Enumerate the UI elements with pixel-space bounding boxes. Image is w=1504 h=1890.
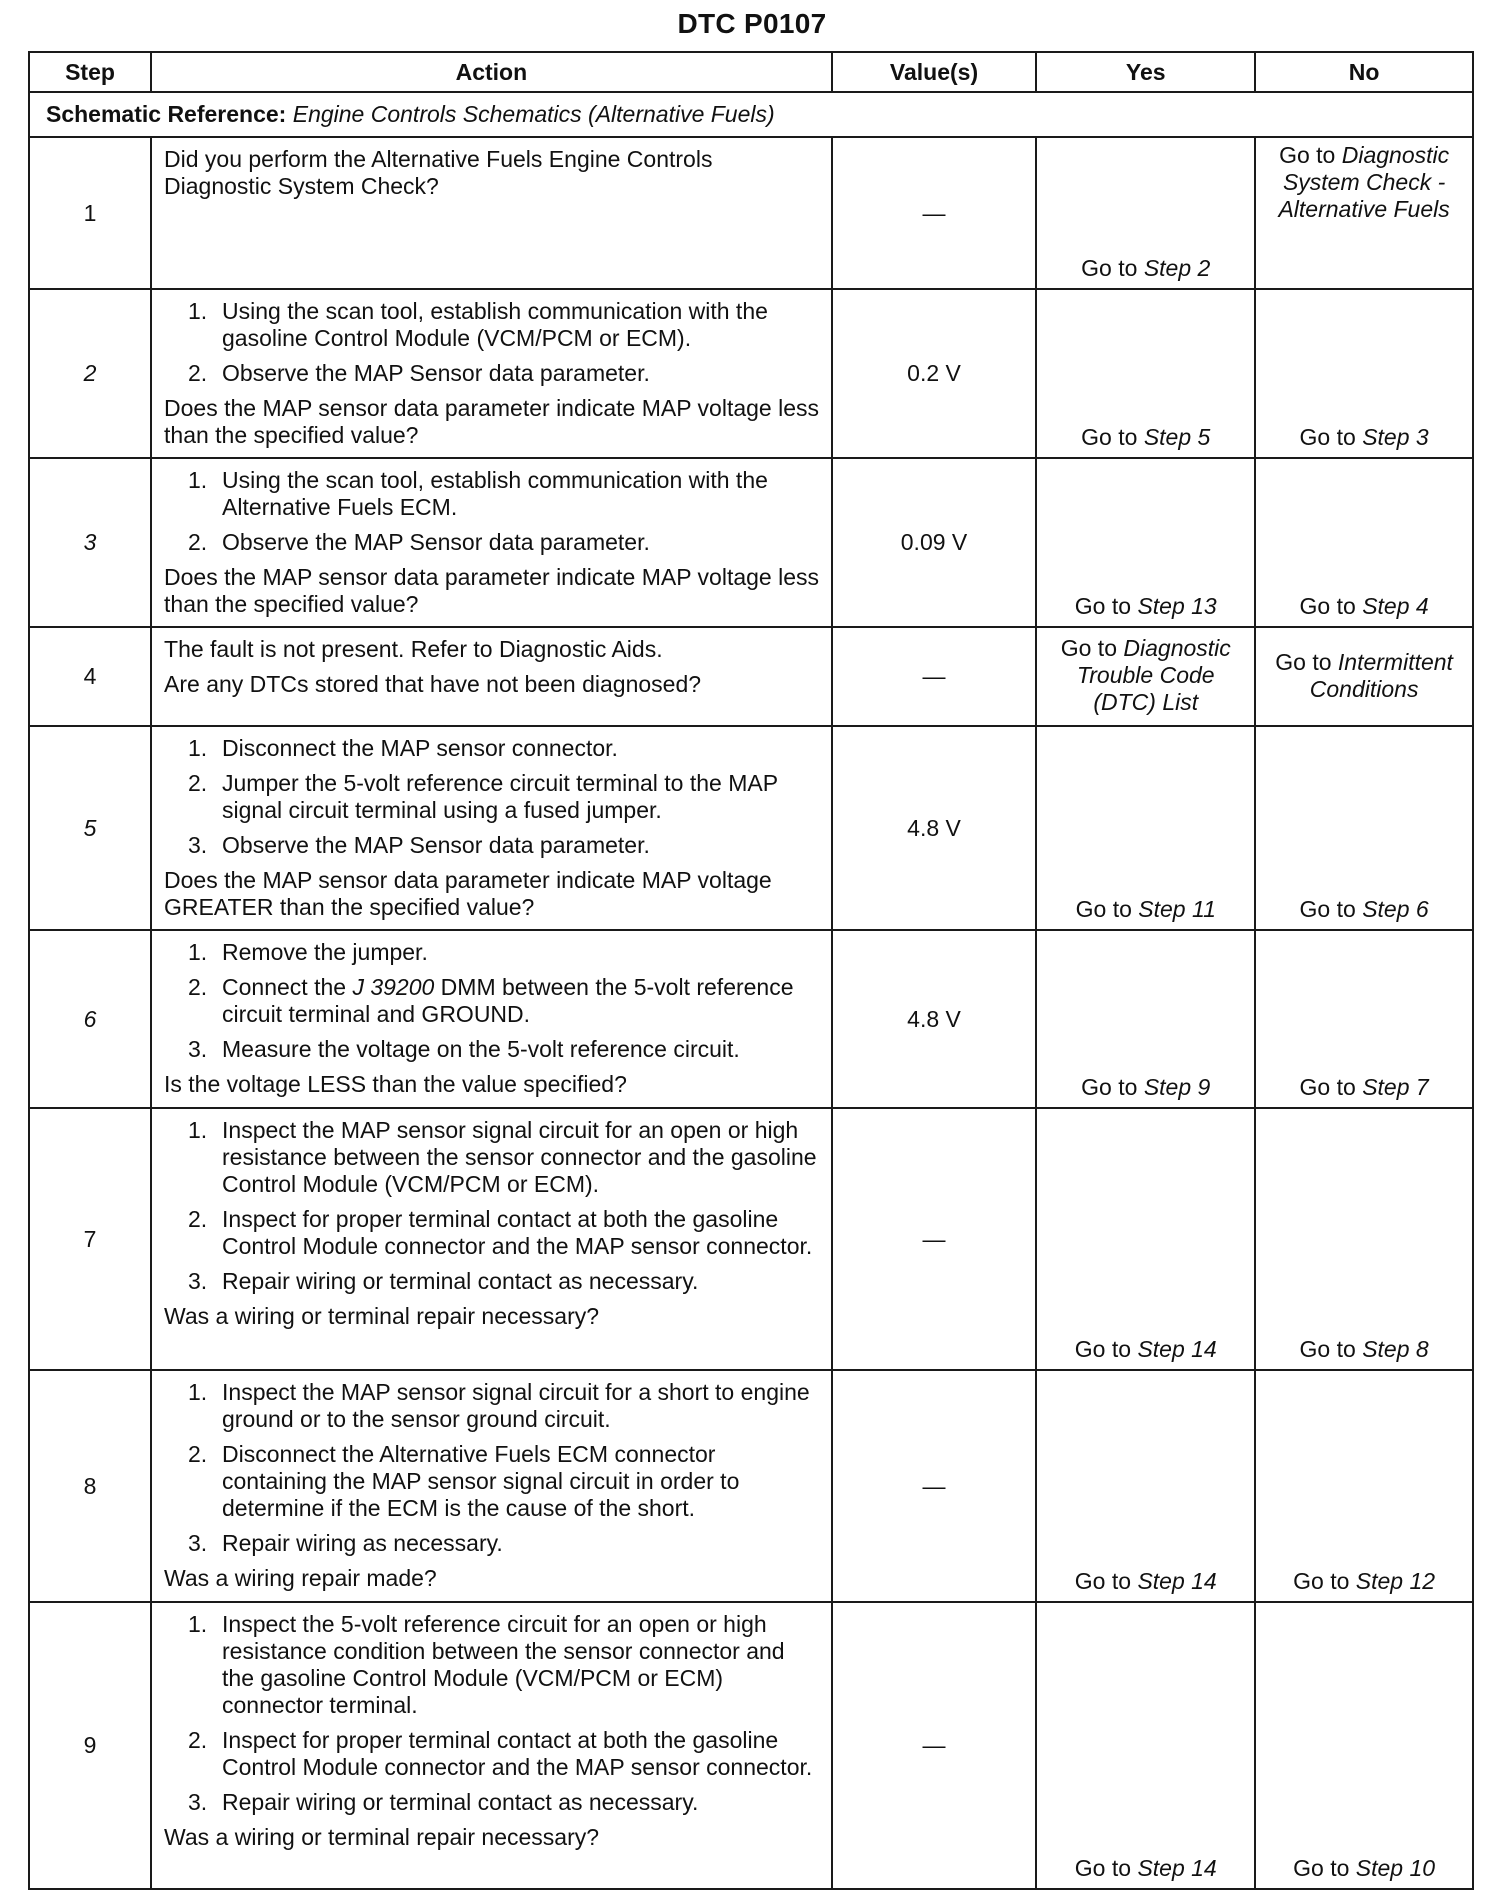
- action-step: [164, 1268, 821, 1295]
- yes-cell: [1036, 137, 1255, 289]
- yes-cell: [1036, 1370, 1255, 1602]
- action-step-text: Observe the MAP Sensor data parameter.: [222, 360, 650, 386]
- action-steps: [164, 298, 821, 387]
- action-question: Does the MAP sensor data parameter indicate MAP voltage less than the specified value?: [164, 564, 820, 617]
- action-steps: [164, 735, 821, 859]
- no-prefix: Go to: [1279, 142, 1342, 168]
- step-number: 3: [29, 458, 151, 627]
- action-step: [164, 770, 821, 824]
- action-step: [164, 1727, 821, 1781]
- yes-cell: [1036, 458, 1255, 627]
- action-cell: [151, 137, 832, 289]
- action-step-text: Repair wiring or terminal contact as necessary.: [222, 1268, 699, 1294]
- action-step: [164, 735, 821, 762]
- action-question: Does the MAP sensor data parameter indicate MAP voltage less than the specified value?: [164, 395, 820, 448]
- action-step-number: 1.: [188, 467, 208, 493]
- no-reference: Intermittent Conditions: [1309, 648, 1453, 702]
- action-step-text: Repair wiring or terminal contact as necessary.: [222, 1789, 699, 1815]
- action-step: [164, 1441, 821, 1522]
- tool-reference: J 39200: [352, 974, 435, 1000]
- action-step-number: 3.: [188, 1789, 208, 1815]
- action-step: [164, 529, 821, 556]
- yes-cell: [1036, 726, 1255, 930]
- table-row: [29, 458, 1473, 627]
- action-steps: [164, 467, 821, 556]
- yes-prefix: Go to: [1081, 255, 1144, 281]
- header-row: [29, 52, 1473, 92]
- schematic-reference: [29, 92, 1473, 137]
- yes-reference: Step 14: [1137, 1855, 1217, 1881]
- yes-prefix: Go to: [1081, 1074, 1144, 1100]
- yes-reference: Diagnostic Trouble Code (DTC) List: [1076, 635, 1231, 715]
- header-no: No: [1255, 52, 1473, 92]
- action-cell: [151, 1108, 832, 1370]
- action-step-text: Inspect for proper terminal contact at both the gasoline Control Module connector and the MAP sensor connector.: [222, 1206, 813, 1259]
- yes-prefix: Go to: [1074, 1336, 1138, 1362]
- step-number: 4: [29, 627, 151, 726]
- action-step-text: Jumper the 5-volt reference circuit terminal to the MAP signal circuit terminal using a fused jumper.: [222, 770, 778, 823]
- value-cell: 0.2 V: [832, 289, 1037, 458]
- value-cell: 4.8 V: [832, 930, 1037, 1108]
- action-step-text: Remove the jumper.: [222, 939, 428, 965]
- yes-reference: Step 9: [1143, 1074, 1211, 1100]
- no-cell: [1255, 930, 1473, 1108]
- yes-reference: Step 5: [1143, 424, 1211, 450]
- action-cell: [151, 930, 832, 1108]
- action-step-text: Observe the MAP Sensor data parameter.: [222, 529, 650, 555]
- table-row: [29, 1370, 1473, 1602]
- yes-cell: [1036, 1602, 1255, 1889]
- action-step: [164, 1611, 821, 1719]
- action-steps: [164, 1379, 821, 1557]
- action-step-number: 2.: [188, 1441, 208, 1467]
- table-row: [29, 930, 1473, 1108]
- schematic-reference-text: Engine Controls Schematics (Alternative Fuels): [292, 101, 775, 127]
- action-step: [164, 298, 821, 352]
- action-question: Does the MAP sensor data parameter indicate MAP voltage GREATER than the specified value?: [164, 867, 772, 920]
- action-step: [164, 1117, 821, 1198]
- action-step: [164, 974, 821, 1028]
- no-cell: [1255, 1602, 1473, 1889]
- diagnostic-table: [28, 51, 1474, 1890]
- action-step-number: 1.: [188, 1117, 208, 1143]
- step-number: 9: [29, 1602, 151, 1889]
- yes-cell: [1036, 289, 1255, 458]
- step-number: 6: [29, 930, 151, 1108]
- yes-prefix: Go to: [1081, 424, 1144, 450]
- action-step-number: 3.: [188, 832, 208, 858]
- step-number: 1: [29, 137, 151, 289]
- no-prefix: Go to: [1299, 1074, 1363, 1100]
- action-step-text: Using the scan tool, establish communication with the Alternative Fuels ECM.: [222, 467, 768, 520]
- no-prefix: Go to: [1299, 1336, 1363, 1362]
- action-cell: [151, 1602, 832, 1889]
- action-cell: [151, 726, 832, 930]
- action-cell: [151, 1370, 832, 1602]
- action-step-number: 2.: [188, 360, 208, 386]
- action-step-text: Measure the voltage on the 5-volt reference circuit.: [222, 1036, 740, 1062]
- table-row: [29, 289, 1473, 458]
- table-row: [29, 627, 1473, 726]
- action-step: [164, 1036, 821, 1063]
- yes-cell: [1036, 1108, 1255, 1370]
- step-number: 2: [29, 289, 151, 458]
- no-prefix: Go to: [1275, 648, 1338, 675]
- action-question: Was a wiring repair made?: [164, 1565, 437, 1591]
- table-row: [29, 137, 1473, 289]
- action-step: [164, 1530, 821, 1557]
- yes-prefix: Go to: [1060, 635, 1124, 661]
- value-cell: —: [832, 1108, 1037, 1370]
- no-reference: Step 7: [1362, 1074, 1429, 1100]
- no-cell: [1255, 726, 1473, 930]
- action-step-number: 2.: [188, 1727, 208, 1753]
- action-step-number: 2.: [188, 770, 208, 796]
- no-reference: Step 3: [1362, 424, 1429, 450]
- no-prefix: Go to: [1299, 424, 1363, 450]
- action-question: The fault is not present. Refer to Diagnostic Aids.: [164, 636, 663, 662]
- no-cell: [1255, 627, 1473, 726]
- action-step-number: 2.: [188, 529, 208, 555]
- yes-reference: Step 13: [1137, 593, 1217, 619]
- no-reference: Step 8: [1362, 1336, 1429, 1362]
- no-cell: [1255, 289, 1473, 458]
- yes-reference: Step 14: [1137, 1336, 1217, 1362]
- no-reference: Step 10: [1355, 1855, 1436, 1881]
- action-step: [164, 939, 821, 966]
- action-step-text: Disconnect the MAP sensor connector.: [222, 735, 618, 761]
- action-step: [164, 467, 821, 521]
- value-cell: —: [832, 1602, 1037, 1889]
- action-cell: [151, 458, 832, 627]
- table-row: [29, 1602, 1473, 1889]
- schematic-reference-row: [29, 92, 1473, 137]
- action-step-number: 3.: [188, 1530, 208, 1556]
- no-reference: Step 12: [1355, 1568, 1436, 1594]
- no-reference: Step 6: [1362, 896, 1429, 922]
- action-step-text: Repair wiring as necessary.: [222, 1530, 503, 1556]
- yes-prefix: Go to: [1075, 896, 1139, 922]
- header-values: Value(s): [832, 52, 1037, 92]
- action-step-number: 1.: [188, 1611, 208, 1637]
- header-action: Action: [151, 52, 832, 92]
- action-cell: [151, 289, 832, 458]
- action-step-text: Observe the MAP Sensor data parameter.: [222, 832, 650, 858]
- action-step-number: 2.: [188, 974, 208, 1000]
- action-step-text: Inspect for proper terminal contact at both the gasoline Control Module connector and the MAP sensor connector.: [222, 1727, 813, 1780]
- yes-prefix: Go to: [1074, 1855, 1138, 1881]
- action-step-text: DMM between the 5-volt reference circuit terminal and GROUND.: [222, 974, 794, 1027]
- action-step-text: Inspect the 5-volt reference circuit for an open or high resistance condition between the sensor connector and the gasoline Control Module (VCM/PCM or ECM) connector terminal.: [222, 1611, 785, 1718]
- action-step-number: 1.: [188, 939, 208, 965]
- no-prefix: Go to: [1299, 896, 1363, 922]
- yes-reference: Step 11: [1138, 896, 1216, 922]
- no-cell: [1255, 1370, 1473, 1602]
- schematic-reference-label: Schematic Reference:: [46, 101, 287, 127]
- yes-reference: Step 2: [1143, 255, 1211, 281]
- table-row: [29, 726, 1473, 930]
- action-step-text: Inspect the MAP sensor signal circuit for a short to engine ground or to the sensor ground circuit.: [222, 1379, 810, 1432]
- action-step: [164, 1379, 821, 1433]
- action-steps: [164, 1117, 821, 1295]
- value-cell: —: [832, 627, 1037, 726]
- yes-cell: [1036, 627, 1255, 726]
- action-step-number: 3.: [188, 1036, 208, 1062]
- step-number: 7: [29, 1108, 151, 1370]
- yes-prefix: Go to: [1074, 1568, 1138, 1594]
- action-step-text: Using the scan tool, establish communication with the gasoline Control Module (VCM/PCM or ECM).: [222, 298, 768, 351]
- yes-cell: [1036, 930, 1255, 1108]
- step-number: 8: [29, 1370, 151, 1602]
- action-step: [164, 1789, 821, 1816]
- action-step-number: 1.: [188, 298, 208, 324]
- action-step-number: 1.: [188, 735, 208, 761]
- no-cell: [1255, 1108, 1473, 1370]
- action-question: Did you perform the Alternative Fuels Engine Controls Diagnostic System Check?: [164, 146, 713, 199]
- yes-prefix: Go to: [1074, 593, 1138, 619]
- action-question: Was a wiring or terminal repair necessary?: [164, 1824, 600, 1850]
- action-steps: [164, 1611, 821, 1816]
- value-cell: —: [832, 137, 1037, 289]
- header-step: Step: [29, 52, 151, 92]
- value-cell: 0.09 V: [832, 458, 1037, 627]
- page-title: DTC P0107: [677, 8, 827, 39]
- value-cell: —: [832, 1370, 1037, 1602]
- no-cell: [1255, 458, 1473, 627]
- action-step: [164, 360, 821, 387]
- no-prefix: Go to: [1293, 1568, 1356, 1594]
- no-prefix: Go to: [1299, 593, 1363, 619]
- action-step: [164, 1206, 821, 1260]
- table-row: [29, 1108, 1473, 1370]
- action-step-text: Disconnect the Alternative Fuels ECM connector containing the MAP sensor signal circuit in order to determine if the ECM is the cause of the short.: [222, 1441, 740, 1521]
- action-step-number: 2.: [188, 1206, 208, 1232]
- action-step-number: 3.: [188, 1268, 208, 1294]
- action-step: [164, 832, 821, 859]
- action-steps: [164, 939, 821, 1063]
- action-step-text: Inspect the MAP sensor signal circuit for an open or high resistance between the sensor connector and the gasoline Control Module (VCM/PCM or ECM).: [222, 1117, 817, 1197]
- action-question: Is the voltage LESS than the value specified?: [164, 1071, 627, 1097]
- no-reference: Step 4: [1362, 593, 1429, 619]
- action-question: Are any DTCs stored that have not been diagnosed?: [164, 671, 702, 697]
- yes-reference: Step 14: [1137, 1568, 1217, 1594]
- action-question: Was a wiring or terminal repair necessary?: [164, 1303, 600, 1329]
- action-step-number: 1.: [188, 1379, 208, 1405]
- action-cell: [151, 627, 832, 726]
- no-cell: [1255, 137, 1473, 289]
- step-number: 5: [29, 726, 151, 930]
- no-prefix: Go to: [1293, 1855, 1356, 1881]
- no-reference: Diagnostic System Check - Alternative Fuels: [1278, 142, 1450, 222]
- action-step-text-pre: Connect the: [222, 974, 353, 1000]
- value-cell: 4.8 V: [832, 726, 1037, 930]
- header-yes: Yes: [1036, 52, 1255, 92]
